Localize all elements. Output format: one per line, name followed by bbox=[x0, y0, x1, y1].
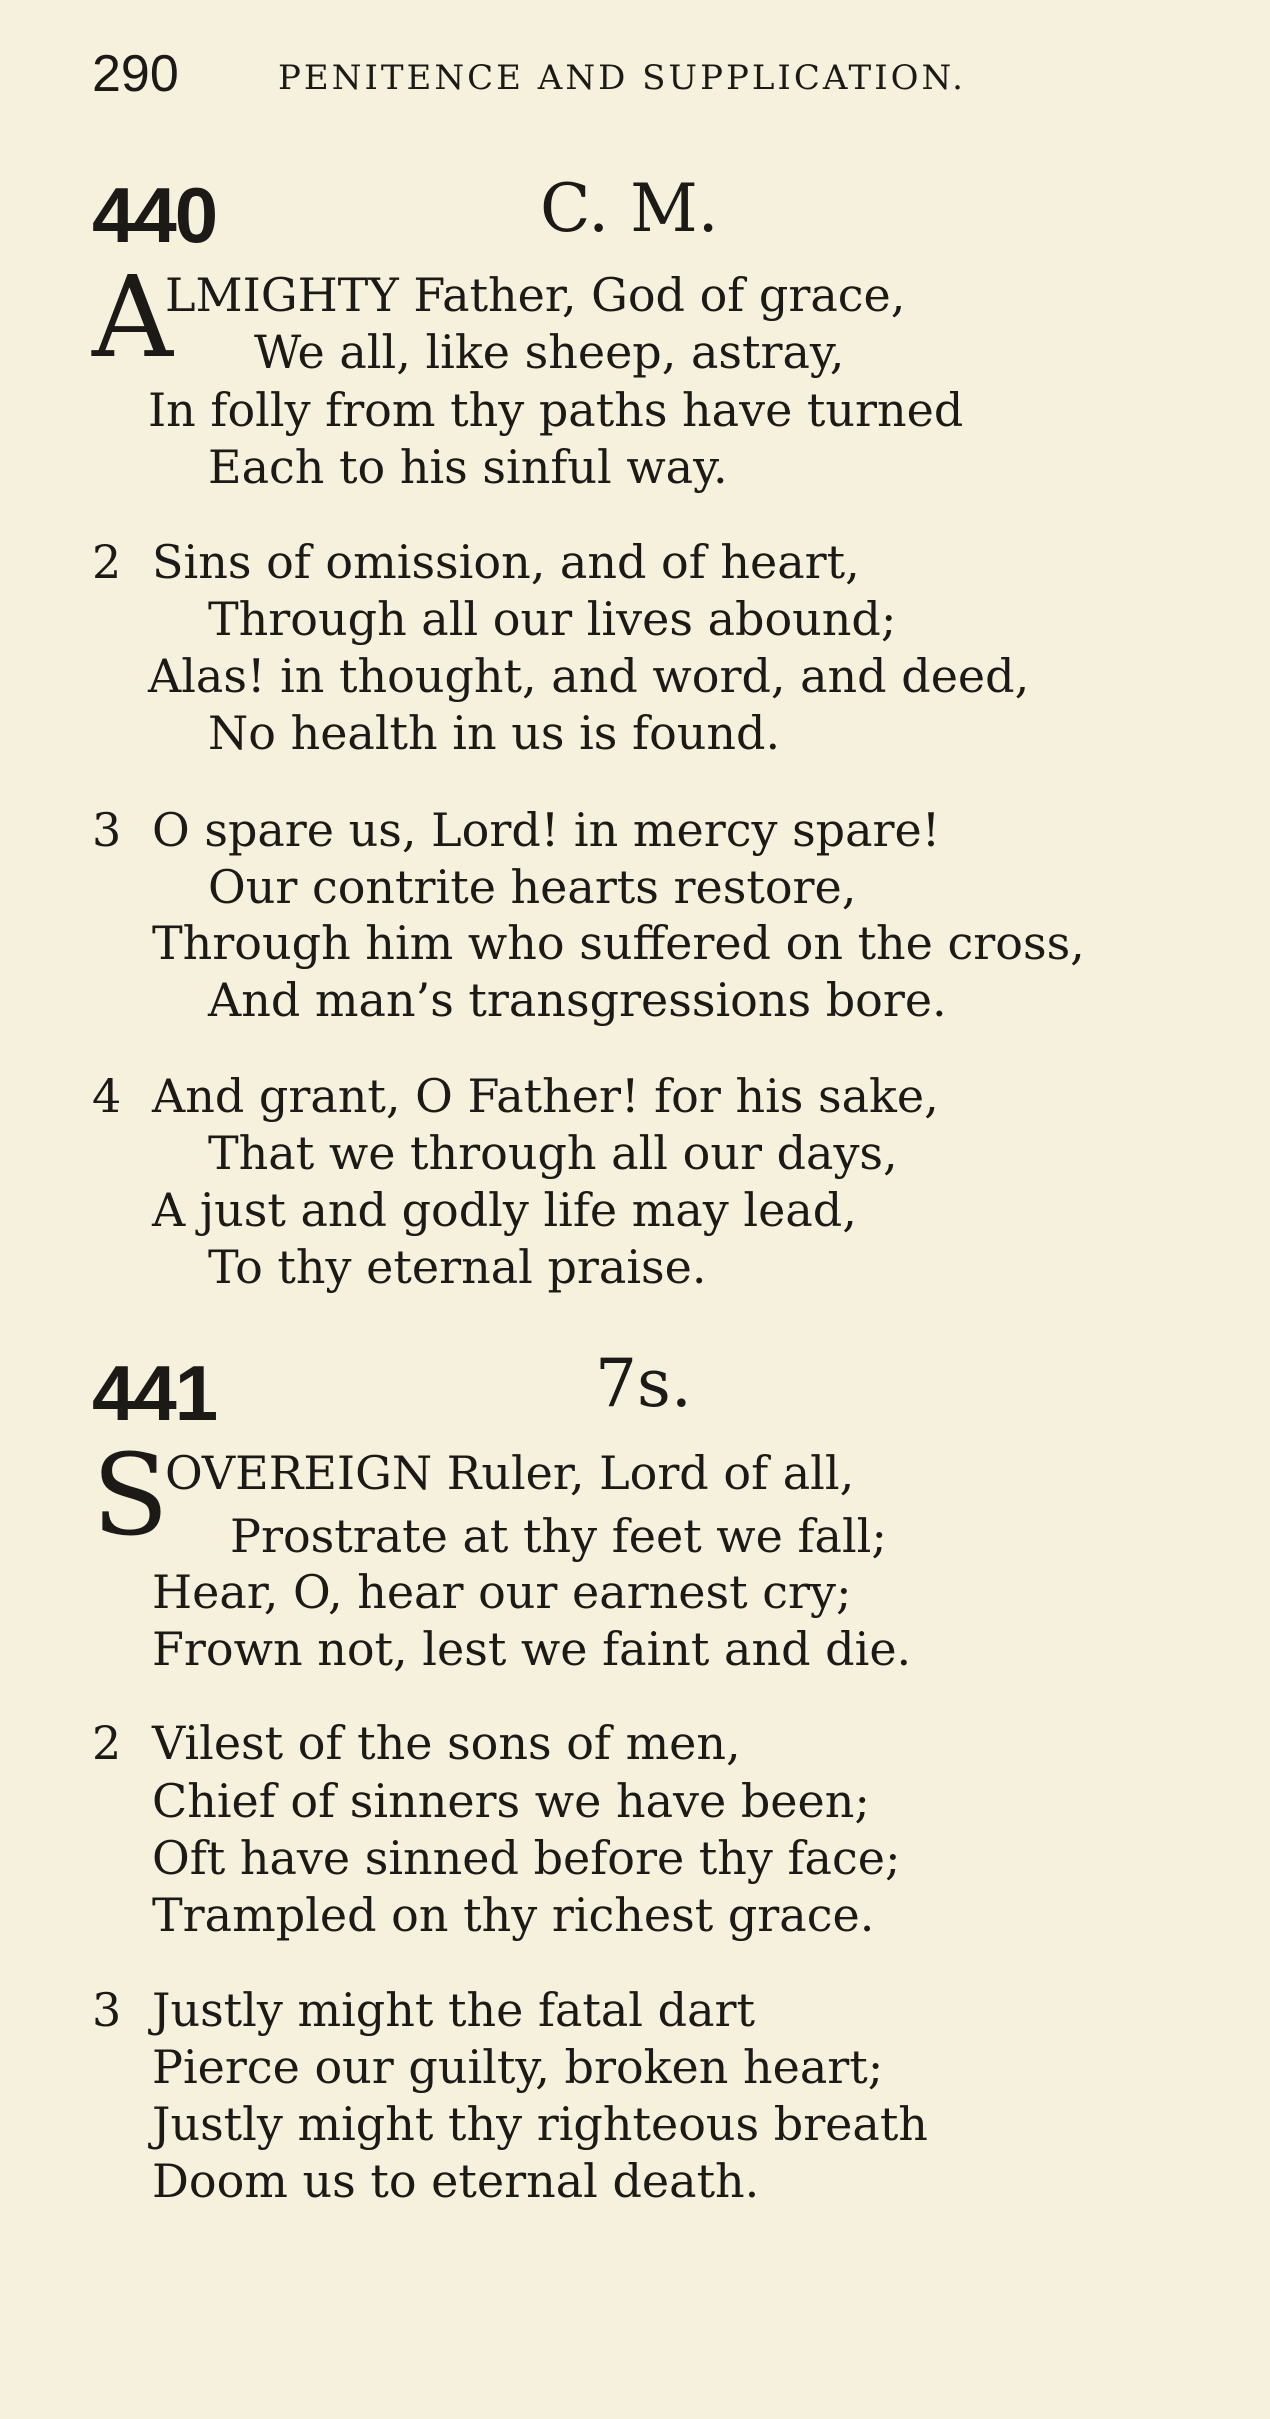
stanza-number: 3 bbox=[92, 1983, 122, 2037]
hymn-line: Prostrate at thy feet we fall; bbox=[230, 1509, 887, 1563]
hymn-line: Sins of omission, and of heart, bbox=[152, 535, 860, 589]
hymn-first-line: OVEREIGN Ruler, Lord of all, bbox=[165, 1446, 855, 1500]
drop-cap: S bbox=[92, 1431, 169, 1561]
hymn-line: Hear, O, hear our earnest cry; bbox=[152, 1565, 852, 1619]
stanza-number: 2 bbox=[92, 535, 122, 589]
hymn-line: Oft have sinned before thy face; bbox=[152, 1831, 901, 1885]
hymn-line: Alas! in thought, and word, and deed, bbox=[148, 649, 1030, 703]
page-number: 290 bbox=[92, 45, 179, 103]
hymn-line: Justly might thy righteous breath bbox=[152, 2097, 928, 2151]
drop-cap: A bbox=[92, 253, 173, 383]
hymn-line: Through all our lives abound; bbox=[208, 592, 897, 646]
stanza-number: 3 bbox=[92, 803, 122, 857]
hymn-line: Doom us to eternal death. bbox=[152, 2154, 760, 2208]
hymn-line: Each to his sinful way. bbox=[208, 440, 728, 494]
hymn-line: Through him who suffered on the cross, bbox=[152, 916, 1085, 970]
hymn-first-line: LMIGHTY Father, God of grace, bbox=[165, 268, 906, 322]
stanza-number: 4 bbox=[92, 1069, 122, 1123]
hymn-line: No health in us is found. bbox=[208, 706, 781, 760]
hymn-meter: C. M. bbox=[540, 170, 719, 247]
hymn-line: And grant, O Father! for his sake, bbox=[152, 1069, 939, 1123]
hymn-line: O spare us, Lord! in mercy spare! bbox=[152, 803, 941, 857]
hymn-meter: 7s. bbox=[595, 1345, 692, 1422]
hymn-line: Justly might the fatal dart bbox=[152, 1983, 755, 2037]
hymn-line: Chief of sinners we have been; bbox=[152, 1774, 870, 1828]
hymn-number: 440 bbox=[92, 171, 217, 259]
stanza-number: 2 bbox=[92, 1716, 122, 1770]
hymn-line: Vilest of the sons of men, bbox=[152, 1716, 741, 1770]
hymn-number: 441 bbox=[92, 1349, 217, 1437]
hymn-line: Our contrite hearts restore, bbox=[208, 860, 857, 914]
hymn-line: Frown not, lest we faint and die. bbox=[152, 1622, 912, 1676]
hymn-line: To thy eternal praise. bbox=[208, 1240, 707, 1294]
hymn-line: In folly from thy paths have turned bbox=[148, 383, 964, 437]
hymn-line: That we through all our days, bbox=[208, 1126, 898, 1180]
section-title: PENITENCE AND SUPPLICATION. bbox=[278, 58, 966, 98]
hymn-line: We all, like sheep, astray, bbox=[254, 325, 845, 379]
hymn-line: Pierce our guilty, broken heart; bbox=[152, 2040, 884, 2094]
hymn-line: Trampled on thy richest grace. bbox=[152, 1888, 875, 1942]
hymn-line: And man’s transgressions bore. bbox=[208, 973, 947, 1027]
hymn-line: A just and godly life may lead, bbox=[152, 1183, 857, 1237]
